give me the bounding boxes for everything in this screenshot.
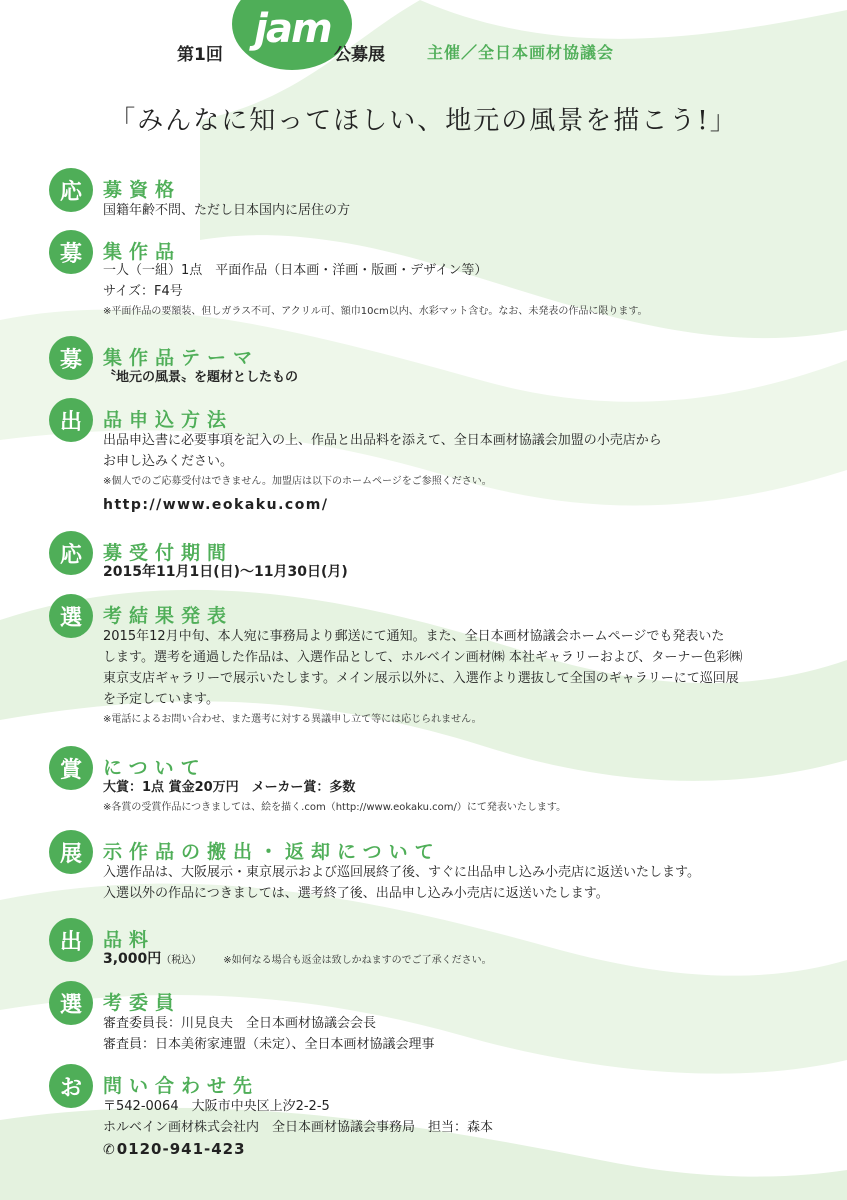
section-badge: 応 xyxy=(49,168,93,212)
section-badge: 選 xyxy=(49,594,93,638)
section-badge: 賞 xyxy=(49,746,93,790)
fee-amount: 3,000円 xyxy=(103,951,162,967)
section-text: 〝地元の風景〟を題材としたもの xyxy=(103,370,299,385)
section-title: 品料 xyxy=(103,929,156,951)
section-title: 考結果発表 xyxy=(103,605,234,627)
section-badge: 募 xyxy=(49,336,93,380)
section-badge: 応 xyxy=(49,531,93,575)
contact-address: 〒542-0064 大阪市中央区上汐2-2-5 xyxy=(103,1099,330,1114)
section-text: を予定しています。 xyxy=(103,692,219,707)
section-text: お申し込みください。 xyxy=(103,454,234,469)
section-text: 東京支店ギャラリーで展示いたします。メイン展示以外に、入選作より選抜して全国のギャラリーにて巡回展 xyxy=(103,671,739,686)
section-badge: お xyxy=(49,1064,93,1108)
catchphrase: 「みんなに知ってほしい、地元の風景を描こう!」 xyxy=(109,106,738,136)
section-title: 品申込方法 xyxy=(103,409,234,431)
section-title: 示作品の搬出・返却について xyxy=(103,841,441,863)
section-text: 入選作品は、大阪展示・東京展示および巡回展終了後、すぐに出品申し込み小売店に返送いたします。 xyxy=(103,865,700,880)
jam-logo: jam xyxy=(254,6,331,52)
section-badge: 募 xyxy=(49,230,93,274)
section-text: 審査委員長：川見良夫 全日本画材協議会会長 xyxy=(103,1016,377,1031)
section-title: について xyxy=(103,757,207,779)
contact-office: ホルベイン画材株式会社内 全日本画材協議会事務局 担当：森本 xyxy=(103,1120,494,1135)
application-period-date: 2015年11月1日(日)～11月30日(月) xyxy=(103,564,348,580)
edition-label: 第1回 xyxy=(177,45,223,65)
section-badge: 出 xyxy=(49,398,93,442)
award-summary: 大賞：1点 賞金20万円 メーカー賞：多数 xyxy=(103,780,356,795)
section-note: ※個人でのご応募受付はできません。加盟店は以下のホームページをご参照ください。 xyxy=(103,476,492,487)
section-note: ※平面作品の要額装、但しガラス不可、アクリル可、額巾10cm以内、水彩マット含む。なお、未発表の作品に限ります。 xyxy=(103,306,648,317)
section-note: ※電話によるお問い合わせ、また選考に対する異議申し立て等には応じられません。 xyxy=(103,714,482,725)
section-title: 集作品テーマ xyxy=(103,347,260,369)
section-badge: 出 xyxy=(49,918,93,962)
section-text: 出品申込書に必要事項を記入の上、作品と出品料を添えて、全日本画材協議会加盟の小売店から xyxy=(103,433,662,448)
section-badge: 展 xyxy=(49,830,93,874)
section-text: します。選考を通過した作品は、入選作品として、ホルベイン画材㈱ 本社ギャラリーおよび、ターナー色彩㈱ xyxy=(103,650,743,665)
section-text: 一人（一組）1点 平面作品（日本画・洋画・版画・デザイン等） xyxy=(103,263,488,278)
section-text: サイズ：F4号 xyxy=(103,284,183,299)
section-title: 考委員 xyxy=(103,992,182,1014)
section-text: 国籍年齢不問、ただし日本国内に居住の方 xyxy=(103,203,351,218)
section-title: 問い合わせ先 xyxy=(103,1075,260,1097)
phone-freedial-icon: ✆ xyxy=(103,1142,114,1158)
phone-number[interactable]: 0120-941-423 xyxy=(116,1140,246,1158)
website-link[interactable]: http://www.eokaku.com/ xyxy=(103,497,329,513)
section-note: ※各賞の受賞作品につきましては、絵を描く.com（http://www.eokaku.com/）にて発表いたします。 xyxy=(103,802,567,813)
section-text: 2015年12月中旬、本人宛に事務局より郵送にて通知。また、全日本画材協議会ホームページでも発表いた xyxy=(103,629,725,644)
section-badge: 選 xyxy=(49,981,93,1025)
contact-phone xyxy=(103,1138,803,1161)
contest-label: 公募展 xyxy=(334,45,385,65)
section-text: 入選以外の作品につきましては、選考終了後、出品申し込み小売店に返送いたします。 xyxy=(103,886,609,901)
fee-line xyxy=(103,949,803,971)
organizer-label: 主催／全日本画材協議会 xyxy=(427,43,615,62)
section-text: 審査員：日本美術家連盟（未定）、全日本画材協議会理事 xyxy=(103,1037,435,1052)
section-note: ※如何なる場合も返金は致しかねますのでご了承ください。 xyxy=(223,955,492,966)
section-title: 募受付期間 xyxy=(103,542,234,564)
section-title: 募資格 xyxy=(103,179,182,201)
section-title: 集作品 xyxy=(103,241,182,263)
fee-tax: （税込） xyxy=(161,955,202,966)
